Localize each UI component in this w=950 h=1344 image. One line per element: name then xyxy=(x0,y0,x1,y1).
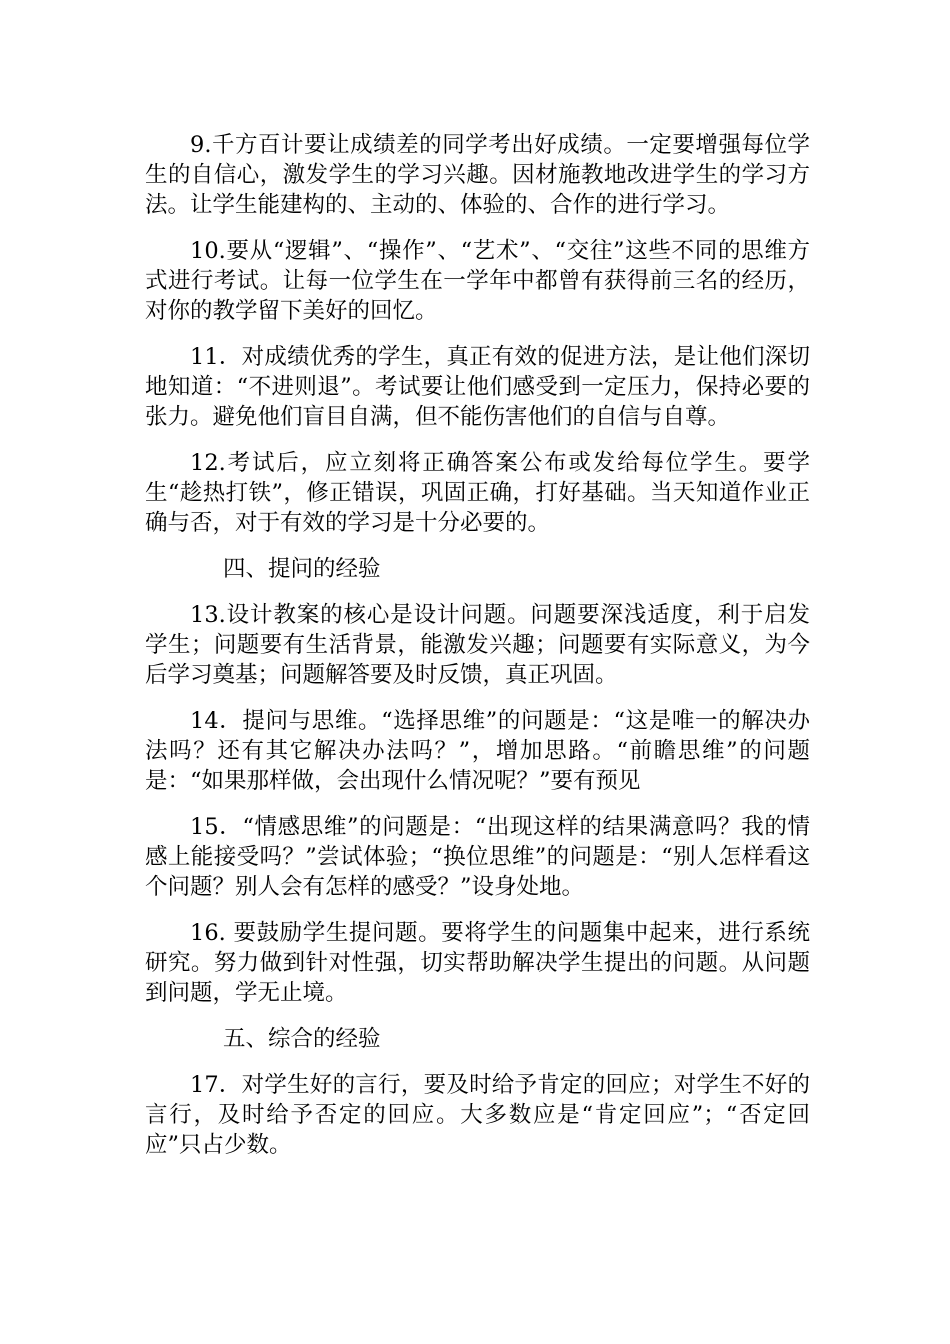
paragraph-15: 15．“情感思维”的问题是：“出现这样的结果满意吗？我的情感上能接受吗？”尝试体验；“换位思维”的问题是：“别人怎样看这个问题？别人会有怎样的感受？”设身处地。 xyxy=(145,814,810,900)
paragraph-12: 12.考试后，应立刻将正确答案公布或发给每位学生。要学生“趁热打铁”，修正错误，巩固正确，打好基础。当天知道作业正确与否，对于有效的学习是十分必要的。 xyxy=(145,450,810,536)
paragraph-16: 16. 要鼓励学生提问题。要将学生的问题集中起来，进行系统研究。努力做到针对性强，切实帮助解决学生提出的问题。从问题到问题，学无止境。 xyxy=(145,920,810,1006)
paragraph-13: 13.设计教案的核心是设计问题。问题要深浅适度，利于启发学生；问题要有生活背景，能激发兴趣；问题要有实际意义，为今后学习奠基；问题解答要及时反馈，真正巩固。 xyxy=(145,602,810,688)
section-heading-comprehensive: 五、综合的经验 xyxy=(223,1026,381,1052)
paragraph-10: 10.要从“逻辑”、“操作”、“艺术”、“交往”这些不同的思维方式进行考试。让每一位学生在一学年中都曾有获得前三名的经历，对你的教学留下美好的回忆。 xyxy=(145,238,810,324)
paragraph-17: 17．对学生好的言行，要及时给予肯定的回应；对学生不好的言行，及时给予否定的回应。大多数应是“肯定回应”；“否定回应”只占少数。 xyxy=(145,1072,810,1158)
document-page xyxy=(145,130,810,1170)
section-heading-questioning: 四、提问的经验 xyxy=(223,556,381,582)
paragraph-9: 9.千方百计要让成绩差的同学考出好成绩。一定要增强每位学生的自信心，激发学生的学习兴趣。因材施教地改进学生的学习方法。让学生能建构的、主动的、体验的、合作的进行学习。 xyxy=(145,132,810,218)
paragraph-14: 14．提问与思维。“选择思维”的问题是：“这是唯一的解决办法吗？还有其它解决办法吗？”，增加思路。“前瞻思维”的问题是：“如果那样做，会出现什么情况呢？”要有预见 xyxy=(145,708,810,794)
paragraph-11: 11．对成绩优秀的学生，真正有效的促进方法，是让他们深切地知道：“不进则退”。考试要让他们感受到一定压力，保持必要的张力。避免他们盲目自满，但不能伤害他们的自信与自尊。 xyxy=(145,344,810,430)
